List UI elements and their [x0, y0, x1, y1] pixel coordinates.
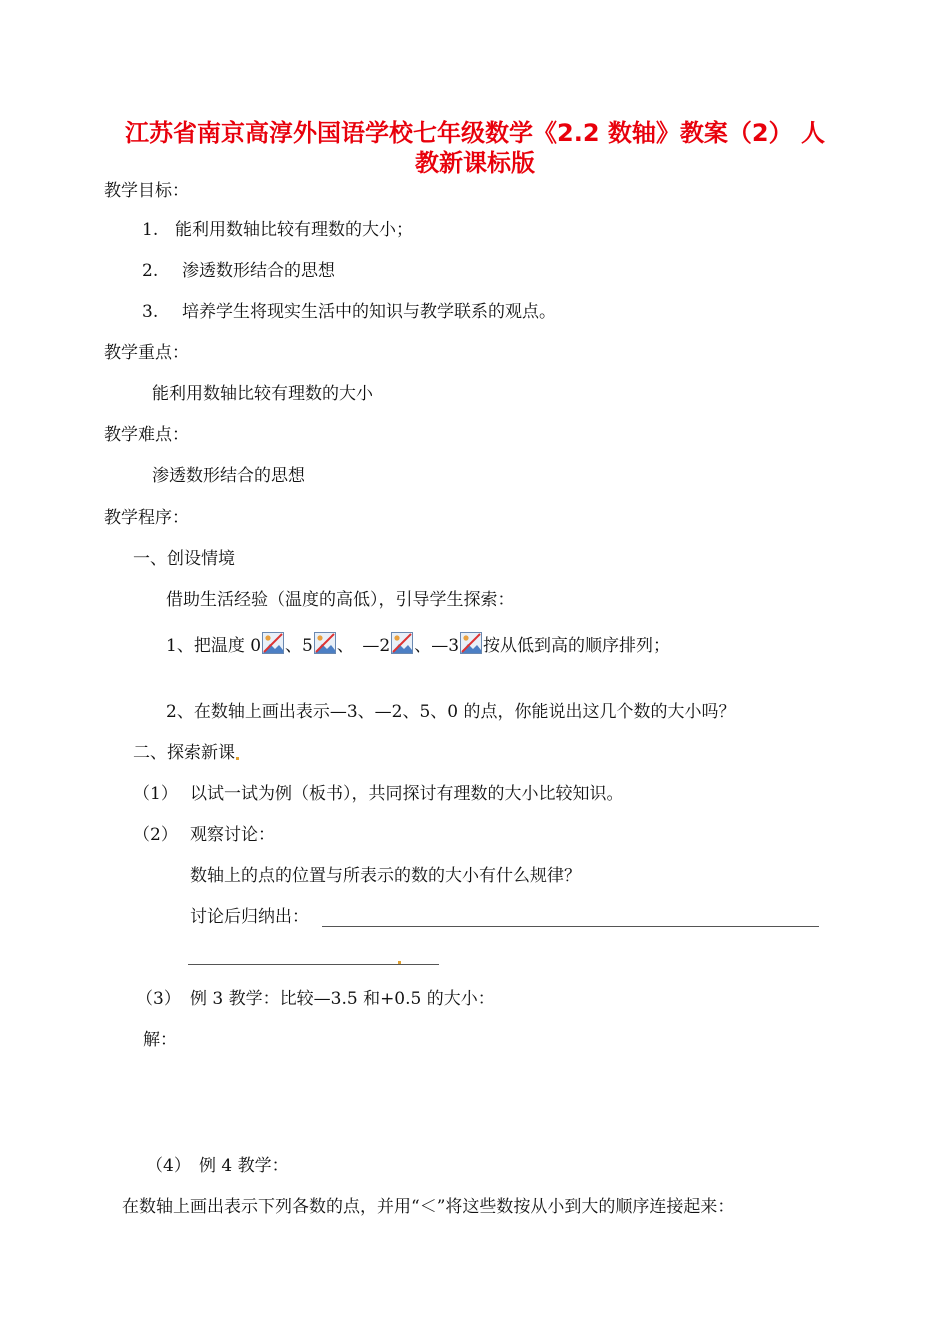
q1-sep3: 、—3	[414, 636, 460, 656]
key-point-heading: 教学重点：	[104, 343, 189, 363]
document-title-line1: 江苏省南京高淳外国语学校七年级数学《2.2 数轴》教案（2） 人	[125, 119, 825, 147]
step-3-text: 例 3 教学：比较—3.5 和+0.5 的大小：	[190, 989, 495, 1009]
step-4-num: （4）	[146, 1156, 191, 1176]
objectives-heading: 教学目标：	[104, 181, 189, 201]
answer-blank-line-2[interactable]	[188, 964, 439, 965]
objective-2-text: 渗透数形结合的思想	[182, 261, 335, 281]
answer-blank-line-1[interactable]	[322, 926, 819, 927]
difficulty-heading: 教学难点：	[104, 425, 189, 445]
step-2-num: （2）	[133, 825, 178, 845]
step-3-num: （3）	[136, 989, 181, 1009]
q1-suffix: 按从低到高的顺序排列；	[483, 636, 671, 656]
step-3-solution-label: 解：	[143, 1030, 177, 1050]
objective-3-text: 培养学生将现实生活中的知识与教学联系的观点。	[182, 302, 556, 322]
part1-intro: 借助生活经验（温度的高低），引导学生探索：	[166, 590, 515, 610]
step-1-num: （1）	[133, 784, 178, 804]
difficulty-text: 渗透数形结合的思想	[152, 466, 305, 486]
broken-image-icon	[314, 632, 336, 654]
objective-3-num: 3.	[142, 302, 159, 322]
broken-image-icon	[460, 632, 482, 654]
q1-prefix: 1、把温度 0	[166, 636, 262, 656]
part1-heading: 一、创设情境	[133, 549, 235, 569]
step-4-task: 在数轴上画出表示下列各数的点，并用“＜”将这些数按从小到大的顺序连接起来：	[122, 1197, 735, 1217]
objective-1-num: 1.	[142, 220, 159, 240]
q1-sep2: 、 —2	[336, 636, 391, 656]
part2-heading-text: 二、探索新课	[133, 743, 235, 763]
step-1-text: 以试一试为例（板书），共同探讨有理数的大小比较知识。	[190, 784, 624, 804]
anchor-dot	[236, 757, 239, 760]
objective-2-num: 2.	[142, 261, 159, 281]
procedure-heading: 教学程序：	[104, 508, 189, 528]
step-2-text: 观察讨论：	[190, 825, 275, 845]
key-point-text: 能利用数轴比较有理数的大小	[152, 384, 373, 404]
step-4-text: 例 4 教学：	[199, 1156, 289, 1176]
document-title-line2: 教新课标版	[415, 149, 535, 177]
question-2: 2、在数轴上画出表示—3、—2、5、0 的点，你能说出这几个数的大小吗？	[166, 702, 736, 722]
part2-heading	[133, 742, 239, 764]
step-2-question: 数轴上的点的位置与所表示的数的大小有什么规律？	[190, 866, 581, 886]
q1-sep1: 、5	[285, 636, 313, 656]
step-2-conclude-label: 讨论后归纳出：	[190, 907, 309, 927]
objective-1-text: 能利用数轴比较有理数的大小；	[175, 220, 413, 240]
question-1	[166, 632, 670, 657]
broken-image-icon	[262, 632, 284, 654]
anchor-dot	[398, 961, 401, 964]
broken-image-icon	[391, 632, 413, 654]
